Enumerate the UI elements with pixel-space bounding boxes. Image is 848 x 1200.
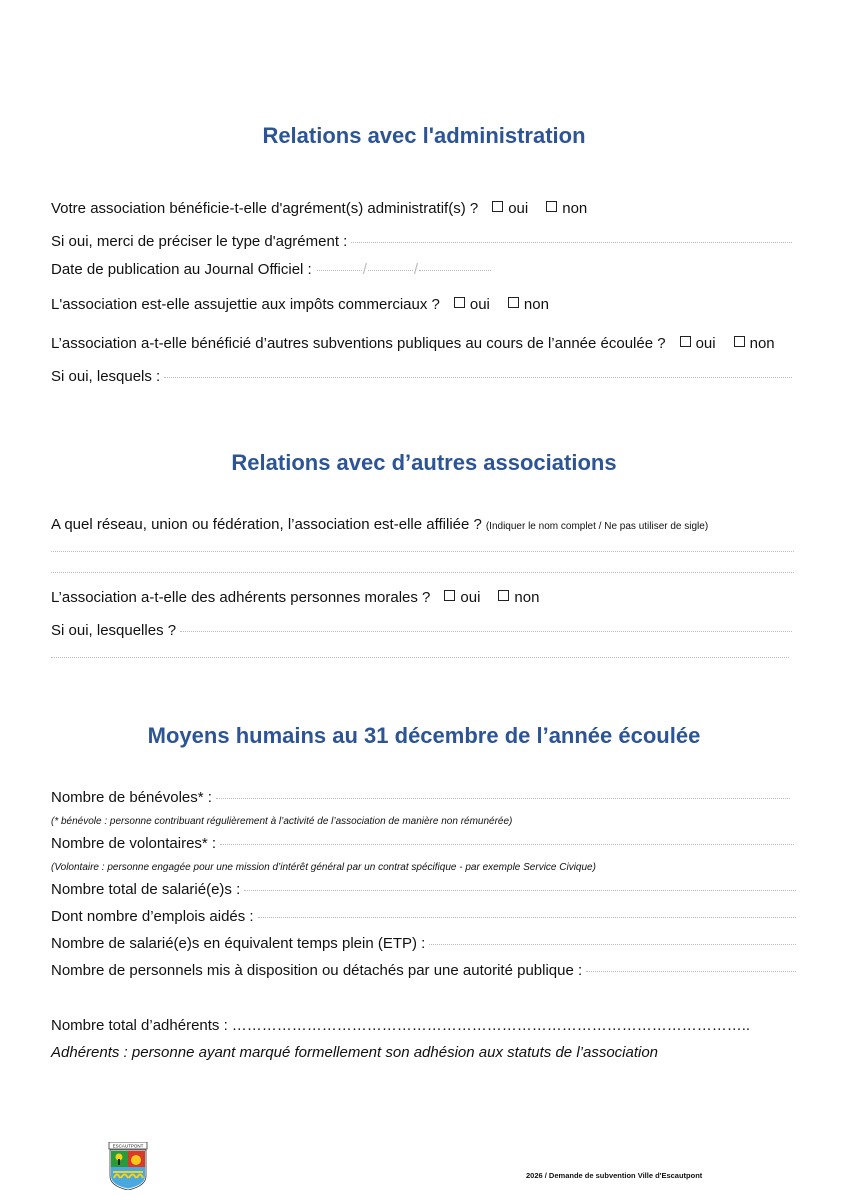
field-label: Si oui, lesquels : [51, 368, 161, 385]
field-label: Date de publication au Journal Officiel : [51, 261, 312, 278]
section-title-moyens-humains: Moyens humains au 31 décembre de l’année écoulée [147, 723, 701, 748]
checkbox-icon[interactable] [508, 297, 519, 308]
question-label: A quel réseau, union ou fédération, l’association est-elle affiliée ? [51, 516, 482, 533]
checkbox-icon[interactable] [492, 201, 503, 212]
field-label: Nombre de bénévoles* : [51, 789, 212, 806]
question-label: L'association est-elle assujettie aux impôts commerciaux ? [51, 296, 440, 313]
field-volontaires[interactable] [51, 835, 794, 852]
checkbox-icon[interactable] [498, 590, 509, 601]
field-label: Dont nombre d’emplois aidés : [51, 908, 254, 925]
field-lesquels[interactable] [51, 368, 792, 385]
option-non[interactable]: non [546, 200, 587, 217]
section-title-administration: Relations avec l'administration [262, 123, 586, 148]
dotted-input-line[interactable] [51, 550, 794, 552]
date-month-input[interactable] [368, 269, 413, 271]
field-salaries[interactable] [51, 881, 796, 898]
field-label: Si oui, lesquelles ? [51, 622, 177, 639]
field-type-agrement[interactable] [51, 233, 792, 250]
question-subventions [51, 335, 775, 352]
field-label: Nombre de salarié(e)s en équivalent temps plein (ETP) : [51, 935, 426, 952]
option-oui[interactable]: oui [492, 200, 528, 217]
dotted-input-line[interactable] [51, 656, 789, 658]
option-non[interactable]: non [734, 335, 775, 352]
escautpont-coat-of-arms-logo [108, 1142, 148, 1190]
dotted-input-line[interactable]: ………………………………………………………………………………………….. [231, 1017, 751, 1034]
dotted-input-line[interactable] [164, 376, 792, 378]
option-non[interactable]: non [498, 589, 539, 606]
dotted-input-line[interactable] [351, 241, 792, 243]
checkbox-icon[interactable] [454, 297, 465, 308]
section-title-autres-associations: Relations avec d’autres associations [231, 450, 617, 475]
field-etp[interactable] [51, 935, 796, 952]
field-adherents[interactable] [51, 1017, 750, 1034]
dotted-input-line[interactable] [429, 943, 796, 945]
checkbox-icon[interactable] [734, 336, 745, 347]
question-adherents-morales [51, 589, 539, 606]
dotted-input-line[interactable] [220, 843, 794, 845]
field-mis-a-disposition[interactable] [51, 962, 796, 979]
note-benevoles: (* bénévole : personne contribuant régulièrement à l’activité de l’association de manière non rémunérée) [51, 816, 513, 827]
field-emplois-aides[interactable] [51, 908, 796, 925]
question-reseau [51, 516, 708, 533]
note-volontaires: (Volontaire : personne engagée pour une mission d’intérêt général par un contrat spécifique - par exemple Service Civique) [51, 862, 596, 873]
field-label: Nombre de personnels mis à disposition ou détachés par une autorité publique : [51, 962, 583, 979]
question-label: Votre association bénéficie-t-elle d'agrément(s) administratif(s) ? [51, 200, 479, 217]
field-date-journal-officiel[interactable]: Date de publication au Journal Officiel : / / [51, 261, 491, 278]
question-impots [51, 296, 549, 313]
option-oui[interactable]: oui [454, 296, 490, 313]
field-label: Nombre total d’adhérents : [51, 1017, 228, 1034]
question-label: L’association a-t-elle des adhérents personnes morales ? [51, 589, 431, 606]
dotted-input-line[interactable] [216, 797, 790, 799]
dotted-input-line[interactable] [51, 571, 794, 573]
field-label: Nombre de volontaires* : [51, 835, 217, 852]
dotted-input-line[interactable] [586, 970, 796, 972]
field-label: Nombre total de salarié(e)s : [51, 881, 241, 898]
date-year-input[interactable] [419, 269, 491, 271]
dotted-input-line[interactable] [180, 630, 792, 632]
field-label: Si oui, merci de préciser le type d'agrément : [51, 233, 348, 250]
date-day-input[interactable] [317, 269, 362, 271]
note-adherents: Adhérents : personne ayant marqué formellement son adhésion aux statuts de l’association [51, 1044, 659, 1061]
logo-text: ESCAUTPONT [112, 1143, 144, 1149]
question-hint: (Indiquer le nom complet / Ne pas utiliser de sigle) [485, 521, 709, 532]
option-non[interactable]: non [508, 296, 549, 313]
question-label: L’association a-t-elle bénéficié d’autres subventions publiques au cours de l’année écoulée ? [51, 335, 666, 352]
checkbox-icon[interactable] [680, 336, 691, 347]
option-oui[interactable]: oui [680, 335, 716, 352]
option-oui[interactable]: oui [444, 589, 480, 606]
checkbox-icon[interactable] [546, 201, 557, 212]
question-agrement [51, 200, 587, 217]
field-benevoles[interactable] [51, 789, 790, 806]
dotted-input-line[interactable] [258, 916, 796, 918]
checkbox-icon[interactable] [444, 590, 455, 601]
dotted-input-line[interactable] [244, 889, 796, 891]
footer-text: 2026 / Demande de subvention Ville d'Escautpont [526, 1171, 703, 1180]
field-lesquelles[interactable] [51, 622, 792, 639]
